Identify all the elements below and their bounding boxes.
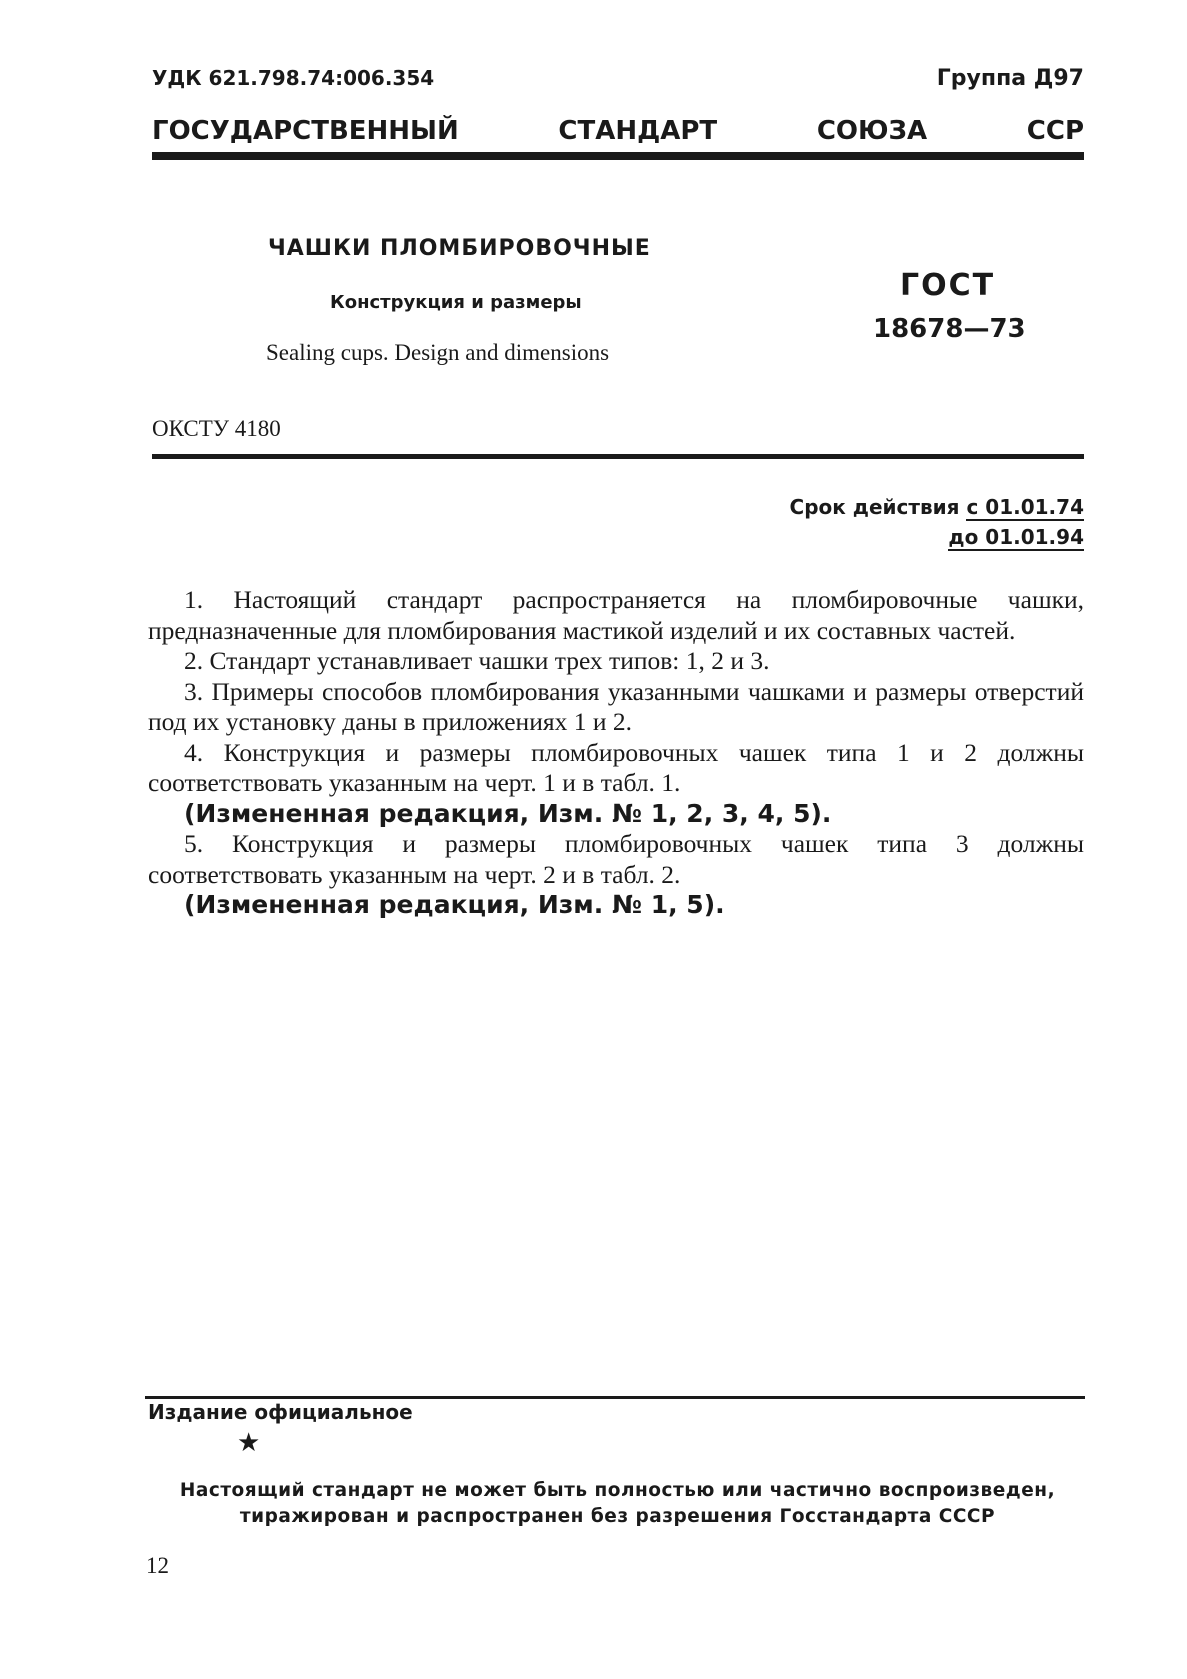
amendment-note-1: (Измененная редакция, Изм. № 1, 2, 3, 4, 5). [184,798,832,828]
document-body [148,585,1084,921]
copyright-notice: Настоящий стандарт не может быть полностью или частично воспроизведен, тиражирован и распространен без разрешения Госстандарта СССР [179,1480,1056,1527]
group-code: Группа Д97 [936,66,1084,91]
paragraph-5: 5. Конструкция и размеры пломбировочных чашек типа 3 должны соответствовать указанным на черт. 2 и в табл. 2. [148,829,1084,889]
page-number: 12 [146,1553,169,1578]
paragraph-3: 3. Примеры способов пломбирования указанными чашками и размеры отверстий под их установку даны в приложениях 1 и 2. [148,676,1084,736]
official-edition-label: Издание официальное [148,1400,413,1424]
validity-to-date: 01.01.94 [985,525,1084,549]
validity-from-date: 01.01.74 [985,495,1084,519]
validity-period [790,492,1084,552]
oksu-code: ОКСТУ 4180 [152,416,281,441]
star-icon: ★ [237,1428,261,1457]
document-subtitle: Конструкция и размеры [330,292,582,313]
validity-label: Срок действия [789,495,960,519]
document-title: ЧАШКИ ПЛОМБИРОВОЧНЫЕ [268,236,651,261]
udk-code: УДК 621.798.74:006.354 [152,66,435,90]
document-title-english: Sealing cups. Design and dimensions [266,340,610,365]
amendment-note-2: (Измененная редакция, Изм. № 1, 5). [184,890,725,919]
header-rule [152,454,1084,459]
paragraph-4: 4. Конструкция и размеры пломбировочных чашек типа 1 и 2 должны соответствовать указанным на черт. 1 и в табл. 1. [148,737,1084,797]
footer-rule [145,1396,1085,1399]
gost-label: ГОСТ [900,268,996,303]
paragraph-2: 2. Стандарт устанавливает чашки трех типов: 1, 2 и 3. [184,646,770,675]
gost-number: 18678—73 [873,314,1026,344]
state-standard-heading: ГОСУДАРСТВЕННЫЙ СТАНДАРТ СОЮЗА ССР [152,116,1084,146]
top-rule [152,152,1084,160]
validity-from-prefix: с [966,495,979,519]
paragraph-1: 1. Настоящий стандарт распространяется на пломбировочные чашки, предназначенные для пломбирования мастикой изделий и их составных частей. [148,585,1084,645]
validity-to-prefix: до [948,525,979,549]
